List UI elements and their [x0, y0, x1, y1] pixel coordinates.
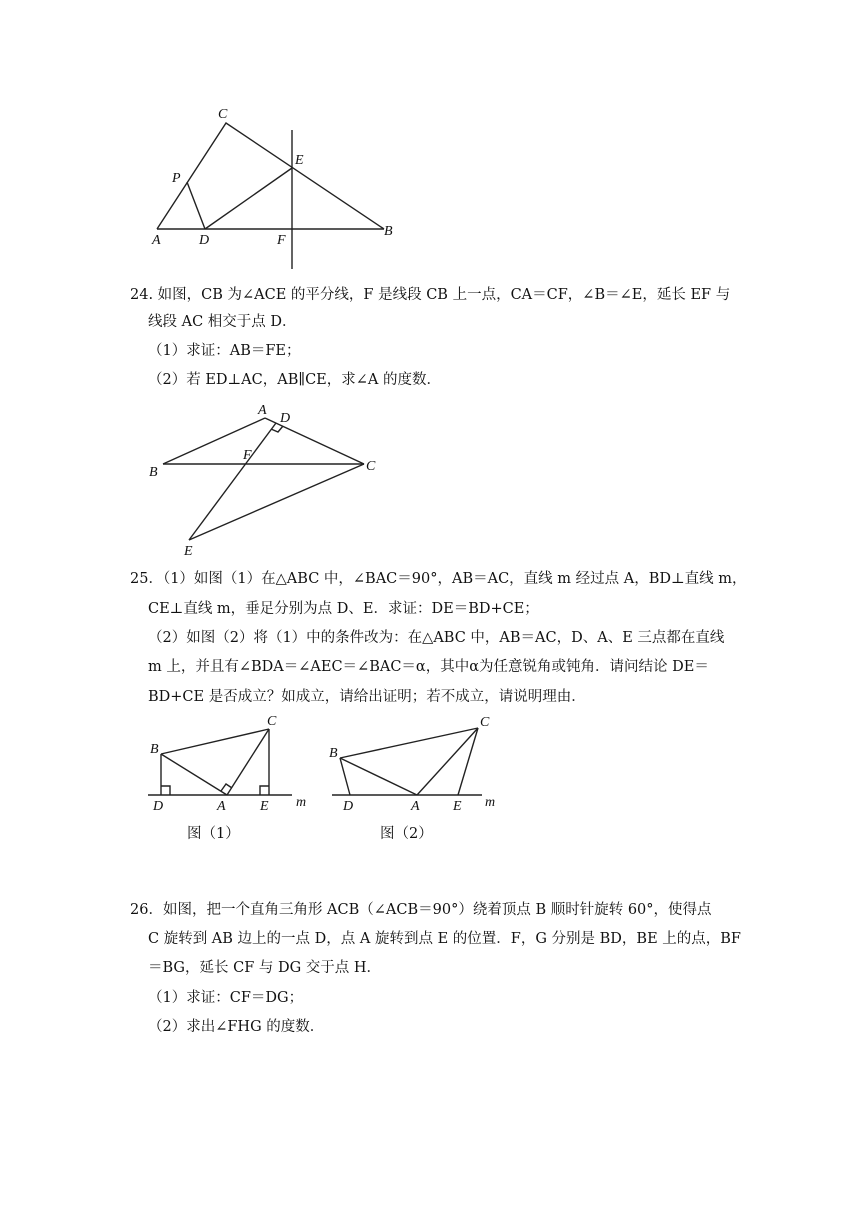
segment-bd — [340, 758, 350, 795]
q25-line4: m 上，并且有∠BDA＝∠AEC＝∠BAC＝α，其中α为任意锐角或钝角．请问结论 DE＝ — [148, 659, 709, 675]
label-f: F — [277, 233, 286, 248]
figure-q24 — [140, 400, 400, 560]
q24-line2: 线段 AC 相交于点 D． — [148, 314, 297, 330]
fig2-caption: 图（2） — [380, 826, 433, 842]
label-e: E — [260, 799, 269, 814]
segment-ba — [340, 758, 417, 795]
label-b: B — [384, 224, 393, 239]
label-b: B — [150, 742, 159, 757]
q25-line1: 25．（1）如图（1）在△ABC 中，∠BAC＝90°，AB＝AC，直线 m 经过点 A，BD⊥直线 m， — [130, 571, 747, 587]
q26-line1: 26．如图，把一个直角三角形 ACB（∠ACB＝90°）绕着顶点 B 顺时针旋转 60°，使得点 — [130, 902, 712, 918]
q24-line1: 24. 如图，CB 为∠ACE 的平分线，F 是线段 CB 上一点，CA＝CF，∠B＝∠E，延长 EF 与 — [130, 287, 731, 303]
label-d: D — [199, 233, 210, 248]
label-a: A — [411, 799, 420, 814]
label-m: m — [485, 795, 496, 810]
figure-q23 — [140, 100, 410, 275]
segment-ac — [227, 729, 269, 795]
label-f: F — [243, 448, 252, 463]
segment-ce — [189, 464, 364, 540]
q25-line5: BD+CE 是否成立？如成立，请给出证明；若不成立，请说明理由． — [148, 689, 586, 705]
label-c: C — [480, 715, 490, 730]
q26-part2: （2）求出∠FHG 的度数． — [148, 1019, 325, 1035]
label-c: C — [218, 107, 228, 122]
segment-pd — [187, 182, 205, 229]
q25-line3: （2）如图（2）将（1）中的条件改为：在△ABC 中，AB＝AC，D、A、E 三点都在直线 — [148, 630, 725, 646]
segment-bc — [161, 729, 269, 754]
right-angle-d — [161, 786, 170, 795]
segment-de — [205, 168, 292, 229]
label-b: B — [149, 465, 158, 480]
figure-q25-1 — [140, 712, 320, 812]
label-d: D — [153, 799, 164, 814]
label-a: A — [217, 799, 226, 814]
q25-line2: CE⊥直线 m，垂足分别为点 D、E．求证：DE＝BD+CE； — [148, 601, 539, 617]
right-angle-e — [260, 786, 269, 795]
q24-part1: （1）求证：AB＝FE； — [148, 343, 301, 359]
label-a: A — [152, 233, 161, 248]
label-p: P — [172, 171, 181, 186]
label-b: B — [329, 746, 338, 761]
label-c: C — [267, 714, 277, 729]
label-d: D — [280, 411, 291, 426]
segment-ac — [417, 728, 478, 795]
label-m: m — [296, 795, 307, 810]
q26-line3: ＝BG，延长 CF 与 DG 交于点 H． — [148, 960, 382, 976]
label-e: E — [184, 544, 193, 559]
label-a: A — [258, 403, 267, 418]
label-c: C — [366, 459, 376, 474]
segment-ed — [189, 423, 276, 540]
label-d: D — [343, 799, 354, 814]
label-e: E — [295, 153, 304, 168]
label-e: E — [453, 799, 462, 814]
figure-q25-2 — [325, 712, 510, 812]
q26-line2: C 旋转到 AB 边上的一点 D，点 A 旋转到点 E 的位置．F，G 分别是 BD，BE 上的点，BF — [148, 931, 741, 947]
q24-part2: （2）若 ED⊥AC，AB∥CE，求∠A 的度数． — [148, 372, 441, 388]
fig1-caption: 图（1） — [187, 826, 240, 842]
segment-bc — [340, 728, 478, 758]
segment-ba — [161, 754, 227, 795]
segment-acb — [157, 123, 384, 229]
q26-part1: （1）求证：CF＝DG； — [148, 990, 304, 1006]
